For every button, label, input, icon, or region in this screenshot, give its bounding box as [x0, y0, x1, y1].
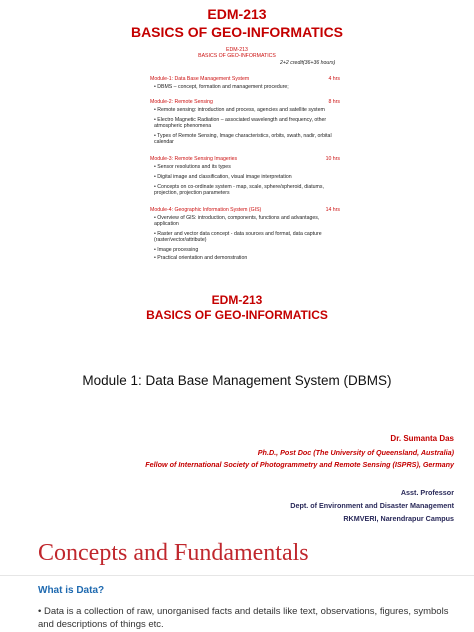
module-4-bullet: • Image processing [154, 247, 199, 253]
module-3-bullet: • Concepts on co-ordinate system - map, scale, sphere/spheroid, diatums, projection, projection parameters [154, 184, 324, 197]
module-1-bullet: • DBMS – concept, formation and management procedure; [154, 84, 289, 90]
module-4-row [150, 207, 340, 213]
module-4-bullet: • Raster and vector data concept - data sources and format, data capture (raster/vector/attribute) [154, 231, 322, 244]
module-3-bullet: • Digital image and classification, visual image interpretation [154, 174, 292, 180]
module-1-row [150, 76, 340, 82]
slide2-course-title: BASICS OF GEO-INFORMATICS [146, 308, 328, 322]
author-campus: RKMVERI, Narendrapur Campus [343, 514, 454, 523]
module-1-label: Module-1: Data Base Management System [150, 76, 250, 82]
author-department: Dept. of Environment and Disaster Management [290, 501, 454, 510]
module-2-bullet: • Types of Remote Sensing, Image characteristics, orbits, swath, nadir, orbital calendar [154, 133, 332, 146]
question-heading: What is Data? [38, 585, 105, 596]
module-2-bullet: • Electro Magnetic Radiation – associated wavelength and frequency, other atmospheric phenomena [154, 117, 327, 130]
module-3-label: Module-3: Remote Sensing Imageries [150, 156, 238, 162]
module-4-bullet: • Practical orientation and demonstration [154, 255, 248, 261]
module-2-row [150, 99, 340, 105]
course-code: EDM-213 [207, 6, 267, 22]
inner-course-title: BASICS OF GEO-INFORMATICS [198, 53, 276, 59]
author-fellowship: Fellow of International Society of Photogrammetry and Remote Sensing (ISPRS), Germany [145, 460, 454, 469]
author-qualification: Ph.D., Post Doc (The University of Queensland, Australia) [257, 448, 454, 457]
slide2-course-code: EDM-213 [211, 293, 263, 307]
course-title: BASICS OF GEO-INFORMATICS [130, 24, 344, 40]
module-title: Module 1: Data Base Management System (DBMS) [82, 373, 392, 388]
inner-course-code: EDM-213 [226, 47, 248, 53]
divider [0, 575, 474, 576]
module-3-hours: 10 hrs [325, 156, 340, 162]
module-4-bullet: • Overview of GIS: introduction, components, functions and advantages, application [154, 215, 320, 228]
module-2-bullet: • Remote sensing: introduction and process, agencies and satellite system [154, 107, 325, 113]
module-1-hours: 4 hrs [328, 76, 340, 82]
module-2-label: Module-2: Remote Sensing [150, 99, 213, 105]
module-4-hours: 14 hrs [325, 207, 340, 213]
section-heading: Concepts and Fundamentals [38, 540, 309, 566]
data-definition-bullet: • Data is a collection of raw, unorganised facts and details like text, observations, figures, symbols and descriptions of things etc. [38, 606, 449, 630]
author-name: Dr. Sumanta Das [390, 434, 454, 443]
author-position: Asst. Professor [400, 488, 454, 497]
module-2-hours: 8 hrs [328, 99, 340, 105]
module-3-bullet: • Sensor resolutions and its types [154, 164, 231, 170]
module-3-row [150, 156, 340, 162]
credit-text: 2+2 credit(36+36 hours) [280, 60, 336, 66]
module-4-label: Module-4: Geographic Information System (GIS) [150, 207, 262, 213]
